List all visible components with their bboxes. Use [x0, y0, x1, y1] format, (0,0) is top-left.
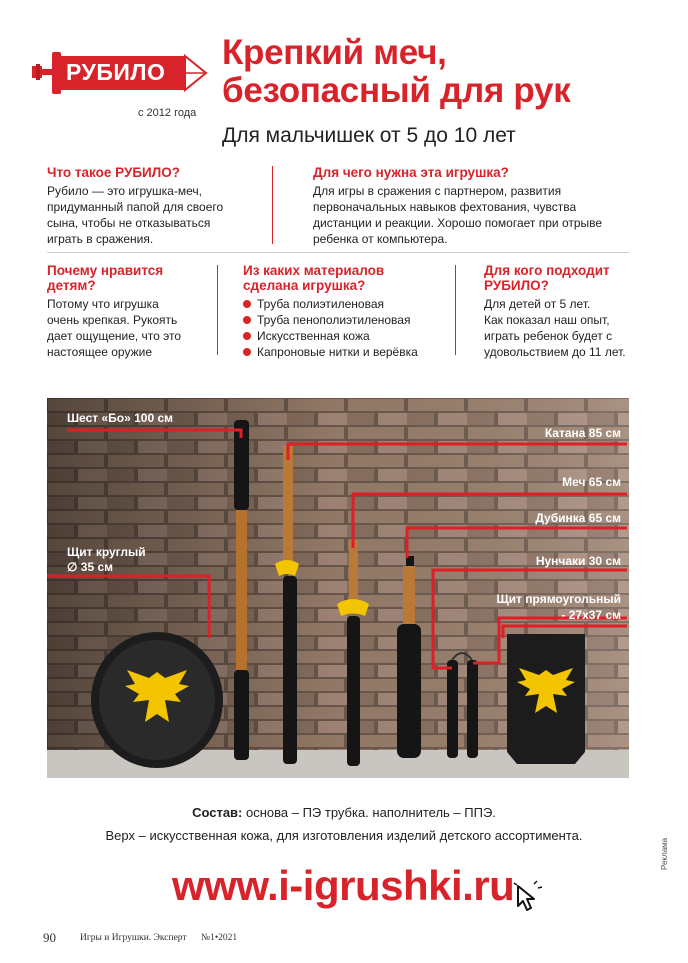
q3-line: Потому что игрушка: [47, 297, 159, 311]
composition-label: Состав:: [192, 805, 243, 820]
label-club: Дубинка 65 см: [535, 511, 621, 525]
brand-since: с 2012 года: [138, 107, 197, 119]
q3-block: [47, 263, 217, 360]
materials-list: [243, 296, 443, 360]
q3-body: [47, 296, 217, 360]
divider-horizontal: [47, 252, 629, 253]
label-sword: Меч 65 см: [562, 475, 621, 489]
label-bo: Шест «Бо» 100 см: [67, 411, 174, 425]
q1-line: сына, чтобы не отказываться: [47, 216, 211, 230]
list-item: Капроновые нитки и верёвка: [243, 344, 443, 360]
magazine-name: Игры и Игрушки. Эксперт: [80, 933, 187, 943]
label-shield-rect-1: Щит прямоугольный: [496, 592, 621, 606]
q1-block: [47, 165, 267, 247]
cursor-icon: [512, 880, 546, 912]
ad-marker: Реклама: [660, 837, 669, 870]
website-link[interactable]: www.i-igrushki.ru: [172, 862, 515, 909]
subheadline: Для мальчишек от 5 до 10 лет: [222, 124, 516, 147]
q5-title-line: РУБИЛО?: [484, 278, 549, 293]
composition-line-2: Верх – искусственная кожа, для изготовления изделий детского ассортимента.: [105, 828, 583, 843]
q5-title: [484, 263, 634, 293]
product-photo: [47, 398, 629, 778]
headline-line-1: Крепкий меч,: [222, 33, 447, 72]
q3-title: [47, 263, 217, 293]
q1-title: Что такое РУБИЛО?: [47, 165, 180, 180]
q1-line: играть в сражения.: [47, 232, 154, 246]
q3-title-line: Почему нравится: [47, 263, 164, 278]
q4-title-line: Из каких материалов: [243, 263, 385, 278]
page-number: 90: [43, 930, 56, 945]
katana: [283, 446, 293, 574]
composition-text-1: основа – ПЭ трубка. наполнитель – ППЭ.: [242, 805, 496, 820]
q2-line: дистанции и реакции. Хорошо помогает при отрыве: [313, 216, 603, 230]
q4-title-line: сделана игрушка?: [243, 278, 366, 293]
q5-block: [484, 263, 634, 360]
q2-line: ребенка от компьютера.: [313, 232, 448, 246]
q1-line: Рубило — это игрушка-меч,: [47, 184, 202, 198]
issue-number: №1•2021: [201, 933, 238, 943]
q3-line: дает ощущение, что это: [47, 329, 182, 343]
q1-line: придуманный папой для своего: [47, 200, 224, 214]
headline: [222, 34, 570, 110]
q4-block: [243, 263, 443, 360]
label-shield-round-1: Щит круглый: [67, 545, 146, 559]
q5-line: играть ребенок будет с: [484, 329, 613, 343]
product-illustration: [47, 398, 629, 778]
label-nunchaku: Нунчаки 30 см: [535, 554, 621, 568]
q2-body: [313, 183, 633, 247]
q5-title-line: Для кого подходит: [484, 263, 610, 278]
divider-vertical: [455, 265, 456, 355]
q3-line: очень крепкая. Рукоять: [47, 313, 178, 327]
divider-vertical: [217, 265, 218, 355]
headline-line-2: безопасный для рук: [222, 71, 571, 110]
brand-logo: [30, 42, 210, 106]
q3-title-line: детям?: [47, 278, 96, 293]
q5-line: Как показал наш опыт,: [484, 313, 610, 327]
list-item: Искусственная кожа: [243, 328, 443, 344]
label-shield-rect-2: - 27х37 см: [561, 608, 621, 622]
q5-line: удовольствием до 11 лет.: [484, 345, 626, 359]
composition-line-1: [0, 803, 688, 822]
label-shield-round-2: ∅ 35 см: [67, 560, 114, 574]
label-katana: Катана 85 см: [544, 426, 621, 440]
q4-title: [243, 263, 443, 293]
list-item: Труба пенополиэтиленовая: [243, 312, 443, 328]
list-item: Труба полиэтиленовая: [243, 296, 443, 312]
q5-line: Для детей от 5 лет.: [484, 297, 591, 311]
nunchaku: [447, 660, 458, 758]
sword: [349, 540, 358, 606]
divider-vertical: [272, 166, 273, 244]
q2-line: первоначальных навыков фехтования, чувства: [313, 200, 577, 214]
brand-name: РУБИЛО: [66, 59, 166, 85]
q2-line: Для игры в сражения с партнером, развития: [313, 184, 562, 198]
q2-title: Для чего нужна эта игрушка?: [313, 165, 509, 180]
q3-line: настоящее оружие: [47, 345, 153, 359]
q2-block: [313, 165, 633, 247]
q5-body: [484, 296, 634, 360]
q1-body: [47, 183, 267, 247]
